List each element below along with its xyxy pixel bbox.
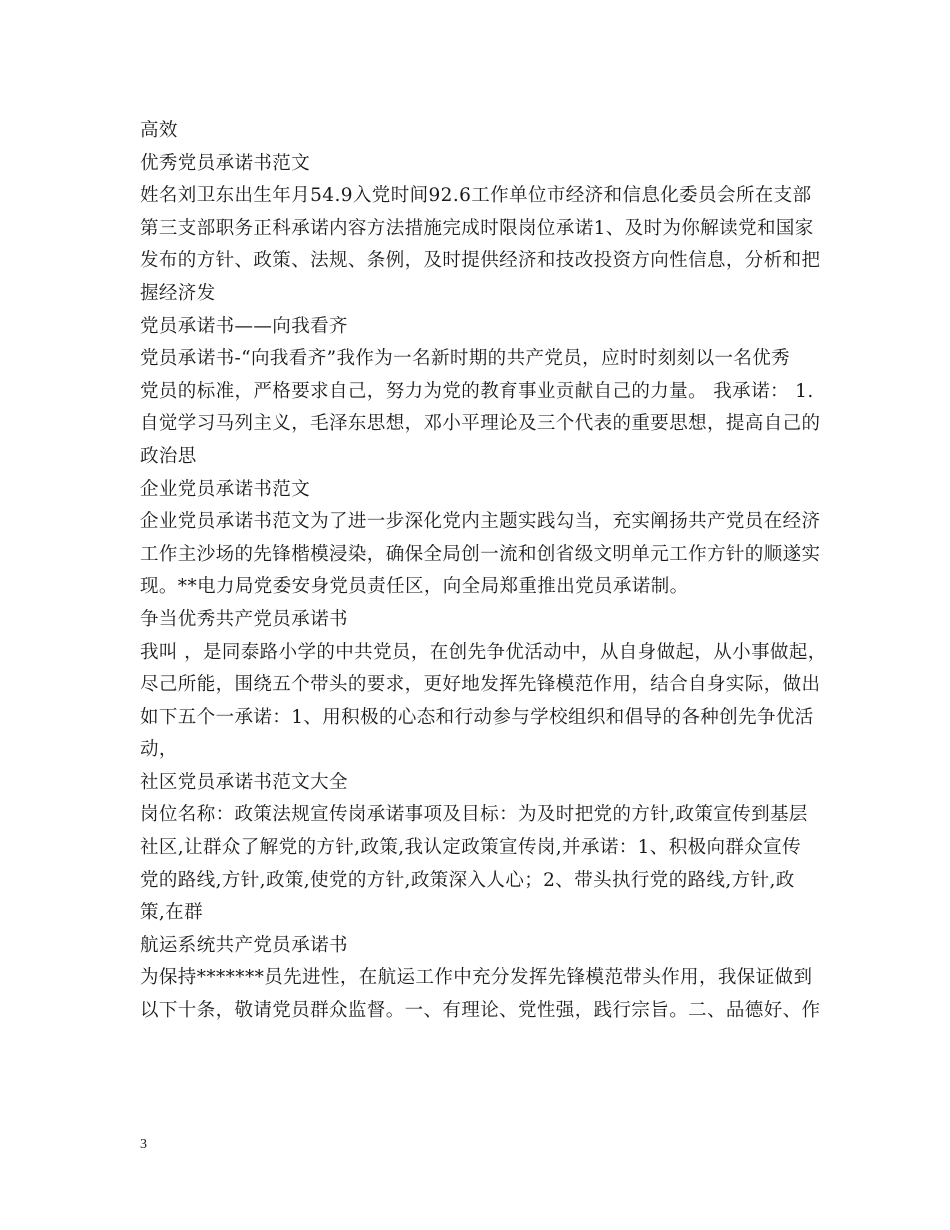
paragraph-line: 发布的方针、政策、法规、条例，及时提供经济和技改投资方向性信息，分析和把 [140,250,821,272]
page-number: 3 [140,1137,147,1152]
paragraph-line: 如下五个一承诺：1、用积极的心态和行动参与学校组织和倡导的各种创先争优活 [140,706,814,728]
section-heading: 争当优秀共产党员承诺书 [140,608,348,630]
paragraph-line: 社区,让群众了解党的方针,政策,我认定政策宣传岗,并承诺：1、积极向群众宣传 [140,837,801,859]
paragraph-line: 工作主沙场的先锋楷模浸染，确保全局创一流和创省级文明单元工作方针的顺遂实 [140,543,821,565]
paragraph-line: 现。**电力局党委安身党员责任区，向全局郑重推出党员承诺制。 [140,576,689,598]
paragraph-line: 以下十条，敬请党员群众监督。一、有理论、党性强，践行宗旨。二、品德好、作 [140,1000,821,1022]
document-body [140,115,830,1028]
paragraph-line: 党员的标准，严格要求自己，努力为党的教育事业贡献自己的力量。 我承诺： 1. [140,380,814,402]
section-heading: 优秀党员承诺书范文 [140,152,311,174]
paragraph-line: 党的路线,方针,政策,使党的方针,政策深入人心；2、带头执行党的路线,方针,政 [140,869,795,891]
paragraph-line: 岗位名称：政策法规宣传岗承诺事项及目标：为及时把党的方针,政策宣传到基层 [140,804,808,826]
paragraph-line: 我叫 ，是同泰路小学的中共党员，在创先争优活动中，从自身做起，从小事做起， [140,641,827,663]
paragraph-line: 动， [140,739,178,761]
section-heading: 党员承诺书——向我看齐 [140,315,348,337]
paragraph-line: 政治思 [140,445,197,467]
section-heading: 社区党员承诺书范文大全 [140,771,348,793]
paragraph-line: 企业党员承诺书范文为了进一步深化党内主题实践勾当，充实阐扬共产党员在经济 [140,511,821,533]
paragraph-line: 为保持*******员先进性，在航运工作中充分发挥先锋模范带头作用，我保证做到 [140,967,813,989]
paragraph-line: 第三支部职务正科承诺内容方法措施完成时限岗位承诺1、及时为你解读党和国家 [140,217,814,239]
paragraph-line: 姓名刘卫东出生年月54.9入党时间92.6工作单位市经济和信息化委员会所在支部 [140,185,812,207]
paragraph-line: 策,在群 [140,902,203,924]
paragraph-line: 高效 [140,120,178,141]
paragraph-line: 自觉学习马列主义，毛泽东思想，邓小平理论及三个代表的重要思想，提高自己的 [140,413,821,435]
section-heading: 企业党员承诺书范文 [140,478,311,500]
paragraph-line: 党员承诺书-“向我看齐”我作为一名新时期的共产党员，应时时刻刻以一名优秀 [140,348,791,370]
section-heading: 航运系统共产党员承诺书 [140,934,348,956]
paragraph-line: 握经济发 [140,282,216,304]
paragraph-line: 尽己所能，围绕五个带头的要求，更好地发挥先锋模范作用，结合自身实际，做出 [140,674,821,696]
